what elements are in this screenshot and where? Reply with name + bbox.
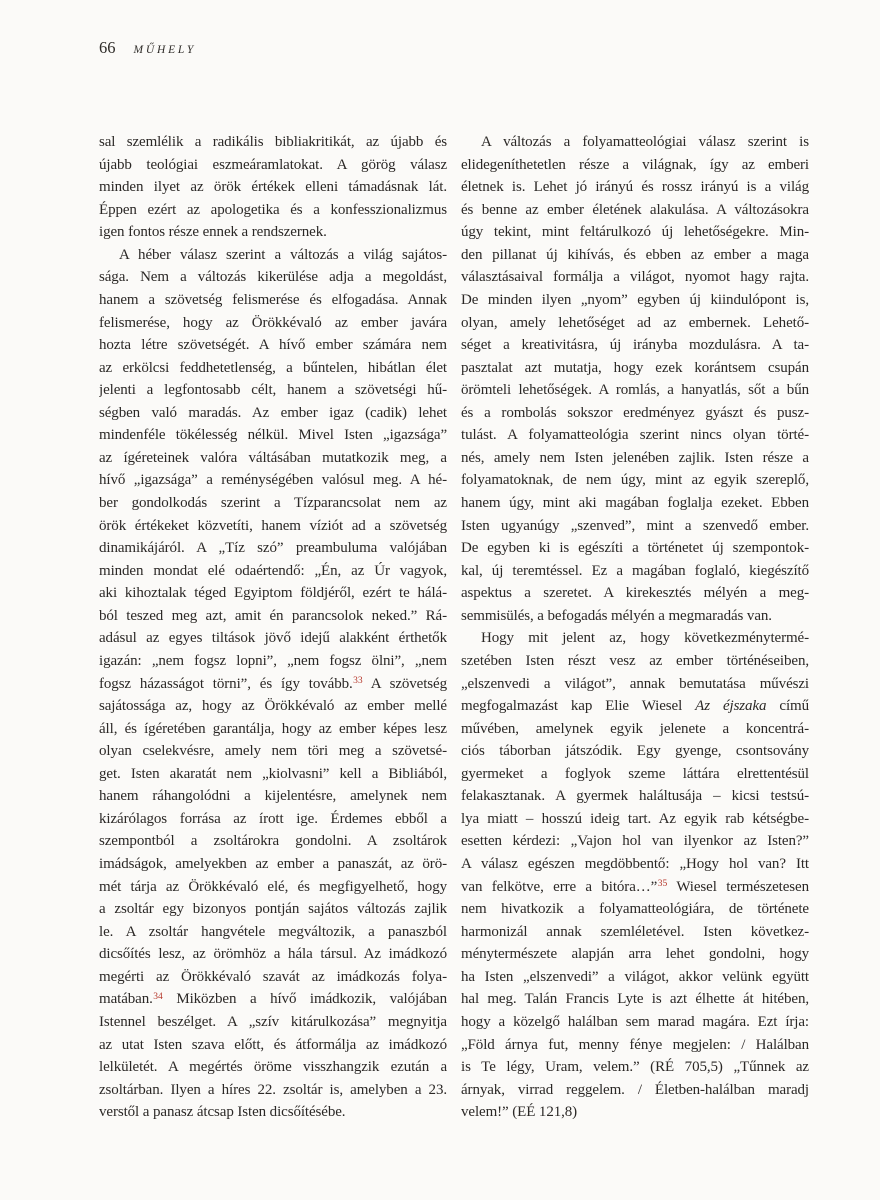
text-line: áll, és ígéretében garantálja, hogy az ember képes lesz xyxy=(99,720,447,737)
text-line: olyan, amely lehetőséget ad az embernek. Lehető- xyxy=(461,314,809,331)
text-line: get. Isten akaratát nem „kiolvasni” kell a Bibliából, xyxy=(99,765,447,782)
text-line: kizárólagos forrása az írott ige. Érdemes ebből a xyxy=(99,810,447,827)
text-line: ciós táborban játszódik. Egy gyenge, csontsovány xyxy=(461,743,809,760)
text-line: Isten ugyanúgy „szenved”, mint a szenvedő ember. xyxy=(461,517,809,534)
text-line: adásul az egyes tiltások jövő idejű alakként érthetők xyxy=(99,630,447,647)
text-line: aspektus a szeretet. A kirekesztés mélyén a meg- xyxy=(461,585,809,602)
text-line: harmonizál annak szemléletével. Isten következ- xyxy=(461,923,809,940)
column-right xyxy=(461,131,809,1124)
text-line: hogy a közelgő halálban sem marad magára. Ezt írja: xyxy=(461,1013,809,1030)
text-line: semmisülés, a befogadás mélyén a megmaradás van. xyxy=(461,607,772,624)
text-line: Éppen ezért az apologetika és a konfesszionalizmus xyxy=(99,201,447,218)
text-line: ha Isten „elszenvedi” a világot, akkor velünk együtt xyxy=(461,968,809,985)
running-title: MŰHELY xyxy=(133,44,197,56)
text-line: A héber válasz szerint a változás a világ sajátos- xyxy=(119,246,447,263)
text-line: A változás a folyamatteológiai válasz szerint is xyxy=(481,134,809,150)
text-line: olyan cselekvésre, amely nem töri meg a szövetsé- xyxy=(99,743,447,760)
text-line: is Te légy, Uram, velem.” (RÉ 705,5) „Tűnnek az xyxy=(461,1059,809,1076)
text-line: és benne az ember életének alakulása. A változásokra xyxy=(461,201,809,218)
page-number: 66 xyxy=(99,38,116,57)
text-line: megérti az Örökkévaló szavát az imádkozás folya- xyxy=(99,968,447,985)
text-line: den pillanat új kihívás, és ebben az ember a maga xyxy=(461,246,809,263)
text-line: sága. Nem a változás kikerülése adja a megoldást, xyxy=(99,269,447,286)
text-line: a zsoltár egy bizonyos pontján sajátos változás zajlik xyxy=(99,901,447,918)
text-line: pasztalat azt mutatja, hogy ezek korántsem csupán xyxy=(461,359,809,376)
text-line: újabb teológiai eszmeáramlatokat. A görög válasz xyxy=(99,156,447,173)
column-left xyxy=(99,131,447,1124)
text-line: örömteli lehetőségek. A romlás, a hanyatlás, sőt a bűn xyxy=(461,382,809,399)
text-line: az utat Isten szava előtt, és átformálja az imádkozó xyxy=(99,1036,447,1053)
text-line: matában.$^{34}$ Miközben a hívő imádkozik, valójában xyxy=(99,991,447,1008)
text-line: úgy tekint, mint feltárulkozó új lehetőségekre. Min- xyxy=(461,224,809,241)
text-line: „elszenvedi a világot”, annak bemutatása művészi xyxy=(461,675,809,692)
text-line: hanem a szövetség felismerése és elfogadása. Annak xyxy=(99,291,447,308)
text-line: séget a kreativitásra, új irányba mozdulásra. A ta- xyxy=(461,337,809,354)
text-line: De egyben ki is egészíti a történetet új szempontok- xyxy=(461,540,809,557)
text-line: az erkölcsi feddhetetlenség, a bűntelen, hibátlan élet xyxy=(99,359,447,376)
text-line: aki kihoztalak téged Egyiptom földjéről, ezért te hálá- xyxy=(99,585,447,602)
text-line: lelkületét. A megértés öröme visszhangzik ezután a xyxy=(99,1059,447,1076)
text-line: elidegeníthetetlen része a világnak, így az emberi xyxy=(461,156,809,173)
footnote-reference: 35 xyxy=(657,879,668,890)
text-line: sajátossága az, hogy az Örökkévaló az ember mellé xyxy=(99,698,447,715)
text-line: szempontból a zsoltárokra gondolni. A zsoltárok xyxy=(99,833,447,850)
text-line: Hogy mit jelent az, hogy következménytermé- xyxy=(481,630,809,647)
text-line: fogsz házasságot törni”, és így tovább.$^{33}$ A szövetség xyxy=(99,675,447,692)
text-line: gyermeket a foglyok szeme láttára elrettentésül xyxy=(461,765,809,782)
text-line: minden ilyet az örök értékek elleni támadásnak lát. xyxy=(99,179,447,196)
text-line: folyamatoknak, de nem úgy, mint az egyik szereplő, xyxy=(461,472,809,489)
footnote-reference: 33 xyxy=(353,676,363,687)
text-line: igazán: „nem fogsz lopni”, „nem fogsz ölni”, „nem xyxy=(99,652,447,669)
book-title-italic: Az éjszaka xyxy=(695,698,767,715)
text-line: ber gondolkodás szerint a Tízparancsolat nem az xyxy=(99,495,447,511)
footnote-reference: 34 xyxy=(153,992,163,1003)
text-line: választásaival formálja a világot, nyomot hagy rajta. xyxy=(461,269,809,286)
text-line: van felkötve, erre a bitóra…”$^{35}$ Wiesel természetesen xyxy=(461,878,809,895)
text-line: kal, új teremtéssel. Ez a magában foglaló, kiegészítő xyxy=(461,562,809,579)
text-line: jelenti a legfontosabb célt, hanem a szövetségi hű- xyxy=(99,382,447,399)
text-line: esetten kérdezi: „Vajon hol van ilyenkor az Isten?” xyxy=(461,833,809,850)
text-line: tulást. A folyamatteológia szerint nincs olyan törté- xyxy=(461,427,809,444)
text-line: minden mondat elé odaértendő: „Én, az Úr vagyok, xyxy=(99,562,447,579)
text-line: művében, amelynek egyik jelenete a koncentrá- xyxy=(461,720,809,737)
text-line: életnek is. Lehet jó irányú és rossz irányú is a világ xyxy=(461,179,809,196)
text-line: az ígéreteinek valóra váltásában mutatkozik meg, a xyxy=(99,449,447,466)
text-line: nem hivatkozik a folyamatteológiára, de története xyxy=(461,901,809,918)
text-line: imádságok, amelyekben az ember a panaszát, az örö- xyxy=(99,856,447,872)
text-line: hal meg. Talán Francis Lyte is azt élhette át hitében, xyxy=(461,991,809,1008)
text-line: nés, amely nem Isten jelenében zajlik. Isten része a xyxy=(461,449,809,466)
text-columns xyxy=(99,131,809,1124)
text-line: hanem ráhangolódni a kijelentésre, amelynek nem xyxy=(99,788,447,805)
text-line: igen fontos része ennek a rendszernek. xyxy=(99,224,327,241)
text-line: felismerése, hogy az Örökkévaló az ember javára xyxy=(99,314,447,331)
text-line: Istennel beszélget. A „szív kitárulkozása” megnyitja xyxy=(99,1013,447,1030)
text-line: hanem úgy, mint aki magában foglalja ezeket. Ebben xyxy=(461,495,809,511)
text-line: lya miatt – hosszú ideig tart. Az egyik rab kétségbe- xyxy=(461,810,809,827)
text-line: ból teszed meg azt, amit én parancsolok neked.” Rá- xyxy=(99,607,447,624)
text-line: sal szemlélik a radikális bibliakritikát, az újabb és xyxy=(99,134,447,150)
text-line: verstől a panasz átcsap Isten dicsőítésébe. xyxy=(99,1104,346,1121)
text-line: zsoltárban. Ilyen a híres 22. zsoltár is, amelyben a 23. xyxy=(99,1081,447,1098)
text-line: hívő „igazsága” a reménységében valósul meg. A hé- xyxy=(99,472,447,489)
page-header xyxy=(99,38,196,58)
text-line: felakasztanak. A gyermek haláltusája – kicsi testsú- xyxy=(461,788,809,805)
text-line: örök értékeket közvetíti, hanem víziót ad a szövetség xyxy=(99,517,447,534)
text-line: mindenféle tökélesség nélkül. Mivel Isten „igazsága” xyxy=(99,427,447,444)
text-line: szetében Isten részt vesz az ember történéseiben, xyxy=(461,652,809,669)
text-line: és a rombolás sokszor eredményez gyászt és pusz- xyxy=(461,404,809,421)
text-line: dicsőítés lesz, az örömhöz a hála társul. Az imádkozó xyxy=(99,946,447,963)
text-line: dinamikájáról. A „Tíz szó” preambuluma valójában xyxy=(99,540,447,557)
text-line: mét tárja az Örökkévaló elé, és megfigyelhető, hogy xyxy=(99,878,447,895)
text-line: De minden ilyen „nyom” egyben új kiindulópont is, xyxy=(461,291,809,308)
text-line: velem!” (EÉ 121,8) xyxy=(461,1104,578,1121)
text-line: le. A zsoltár hangvétele megváltozik, a panaszból xyxy=(99,923,447,940)
text-line: ségben való maradás. Az ember igaz (cadik) lehet xyxy=(99,404,447,421)
text-line: árnyak, virrad reggelem. / Életben-halálban maradj xyxy=(461,1081,809,1098)
text-line: A válasz egészen megdöbbentő: „Hogy hol van? Itt xyxy=(461,856,809,872)
text-line: ménytermészete alapján arra lehet gondolni, hogy xyxy=(461,946,809,963)
text-line: megfogalmazást kap Elie Wiesel Az éjszaka című xyxy=(461,698,809,715)
text-line: hozta létre szövetségét. A hívő ember számára nem xyxy=(99,337,447,354)
text-line: „Föld árnya fut, menny fénye megjelen: / Halálban xyxy=(461,1036,809,1053)
